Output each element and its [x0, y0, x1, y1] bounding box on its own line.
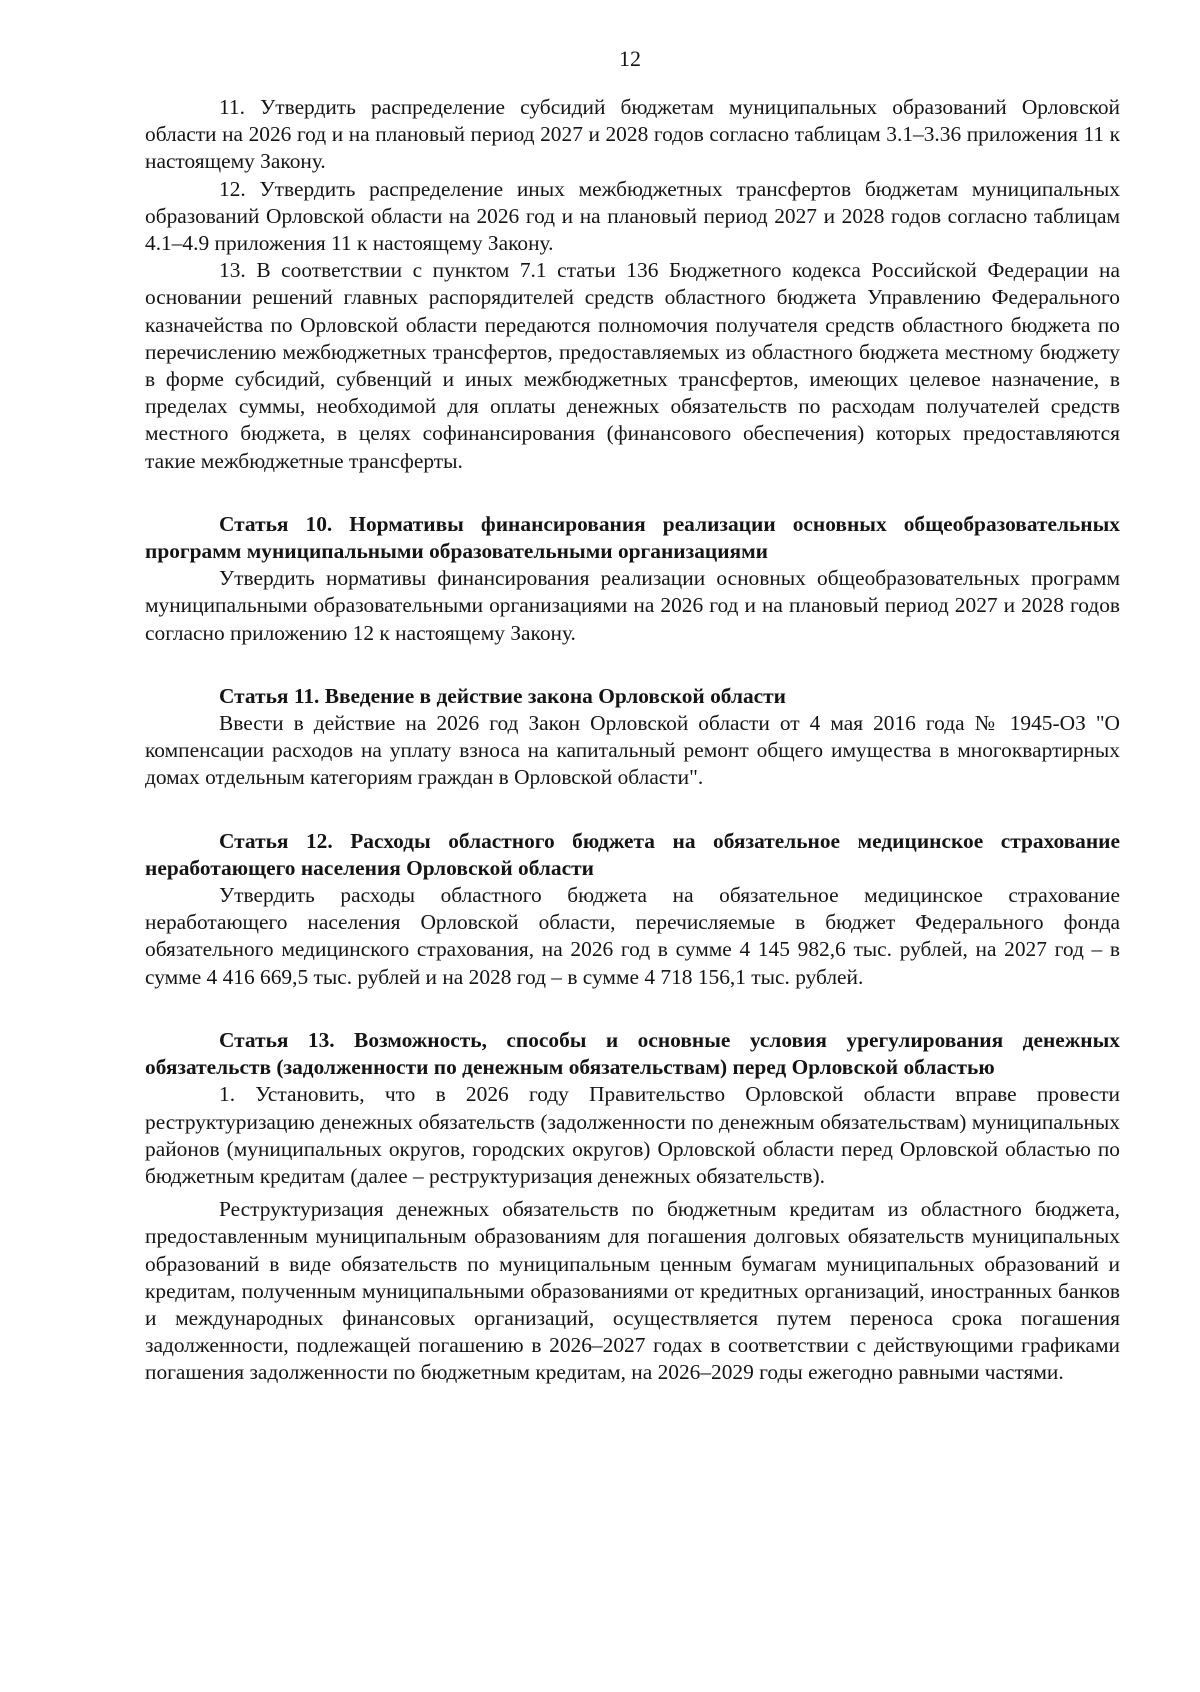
- article-10-text: Утвердить нормативы финансирования реализации основных общеобразовательных программ муниципальными образовательными организациями на 2026 год и на плановый период 2027 и 2028 годов согласно приложению 12 к настоящему Закону.: [145, 566, 1120, 645]
- paragraph-11: 11. Утвердить распределение субсидий бюджетам муниципальных образований Орловской области на 2026 год и на плановый период 2027 и 2028 годов согласно таблицам 3.1–3.36 приложения 11 к настоящему Закону.: [145, 95, 1120, 174]
- article-13-heading: Статья 13. Возможность, способы и основные условия урегулирования денежных обязательств (задолженности по денежным обязательствам) перед Орловской областью: [145, 1027, 1120, 1080]
- page-number: 12: [619, 46, 641, 71]
- paragraph-13: 13. В соответствии с пунктом 7.1 статьи 136 Бюджетного кодекса Российской Федерации на основании решений главных распорядителей средств областного бюджета Управлению Федерального казначейства по Орловской области передаются полномочия получателя средств областного бюджета по перечислению межбюджетных трансфертов, предоставляемых из областного бюджета местному бюджету в форме субсидий, субвенций и иных межбюджетных трансфертов, имеющих целевое назначение, в пределах суммы, необходимой для оплаты денежных обязательств по расходам получателей средств местного бюджета, в целях софинансирования (финансового обеспечения) которых предоставляются такие межбюджетные трансферты.: [145, 258, 1120, 473]
- article-11-text: Ввести в действие на 2026 год Закон Орловской области от 4 мая 2016 года № 1945-ОЗ "О компенсации расходов на уплату взноса на капитальный ремонт общего имущества в многоквартирных домах отдельным категориям граждан в Орловской области".: [145, 711, 1120, 790]
- article-12-heading: Статья 12. Расходы областного бюджета на обязательное медицинское страхование неработающего населения Орловской области: [145, 828, 1120, 880]
- article-13-paragraph-2: Реструктуризация денежных обязательств по бюджетным кредитам из областного бюджета, предоставленным муниципальным образованиям для погашения долговых обязательств муниципальных образований в виде обязательств по муниципальным ценным бумагам муниципальных образований и кредитам, полученным муниципальными образованиями от кредитных организаций, иностранных банков и международных финансовых организаций, осуществляется путем переноса срока погашения задолженности, подлежащей погашению в 2026–2027 годах в соответствии с действующими графиками погашения задолженности по бюджетным кредитам, на 2026–2029 годы ежегодно равными частями.: [145, 1197, 1120, 1385]
- document-body: [145, 94, 1120, 1387]
- article-11-heading: Статья 11. Введение в действие закона Орловской области: [219, 683, 786, 708]
- article-13-paragraph-1: 1. Установить, что в 2026 году Правительство Орловской области вправе провести реструктуризацию денежных обязательств (задолженности по денежным обязательствам) муниципальных районов (муниципальных округов, городских округов) Орловской области перед Орловской областью по бюджетным кредитам (далее – реструктуризация денежных обязательств).: [145, 1082, 1120, 1188]
- paragraph-12: 12. Утвердить распределение иных межбюджетных трансфертов бюджетам муниципальных образований Орловской области на 2026 год и на плановый период 2027 и 2028 годов согласно таблицам 4.1–4.9 приложения 11 к настоящему Закону.: [145, 176, 1120, 256]
- article-10-heading: Статья 10. Нормативы финансирования реализации основных общеобразовательных программ муниципальными образовательными организациями: [145, 511, 1120, 564]
- article-12-text: Утвердить расходы областного бюджета на обязательное медицинское страхование неработающего населения Орловской области, перечисляемые в бюджет Федерального фонда обязательного медицинского страхования, на 2026 год в сумме 4 145 982,6 тыс. рублей, на 2027 год – в сумме 4 416 669,5 тыс. рублей и на 2028 год – в сумме 4 718 156,1 тыс. рублей.: [145, 883, 1120, 989]
